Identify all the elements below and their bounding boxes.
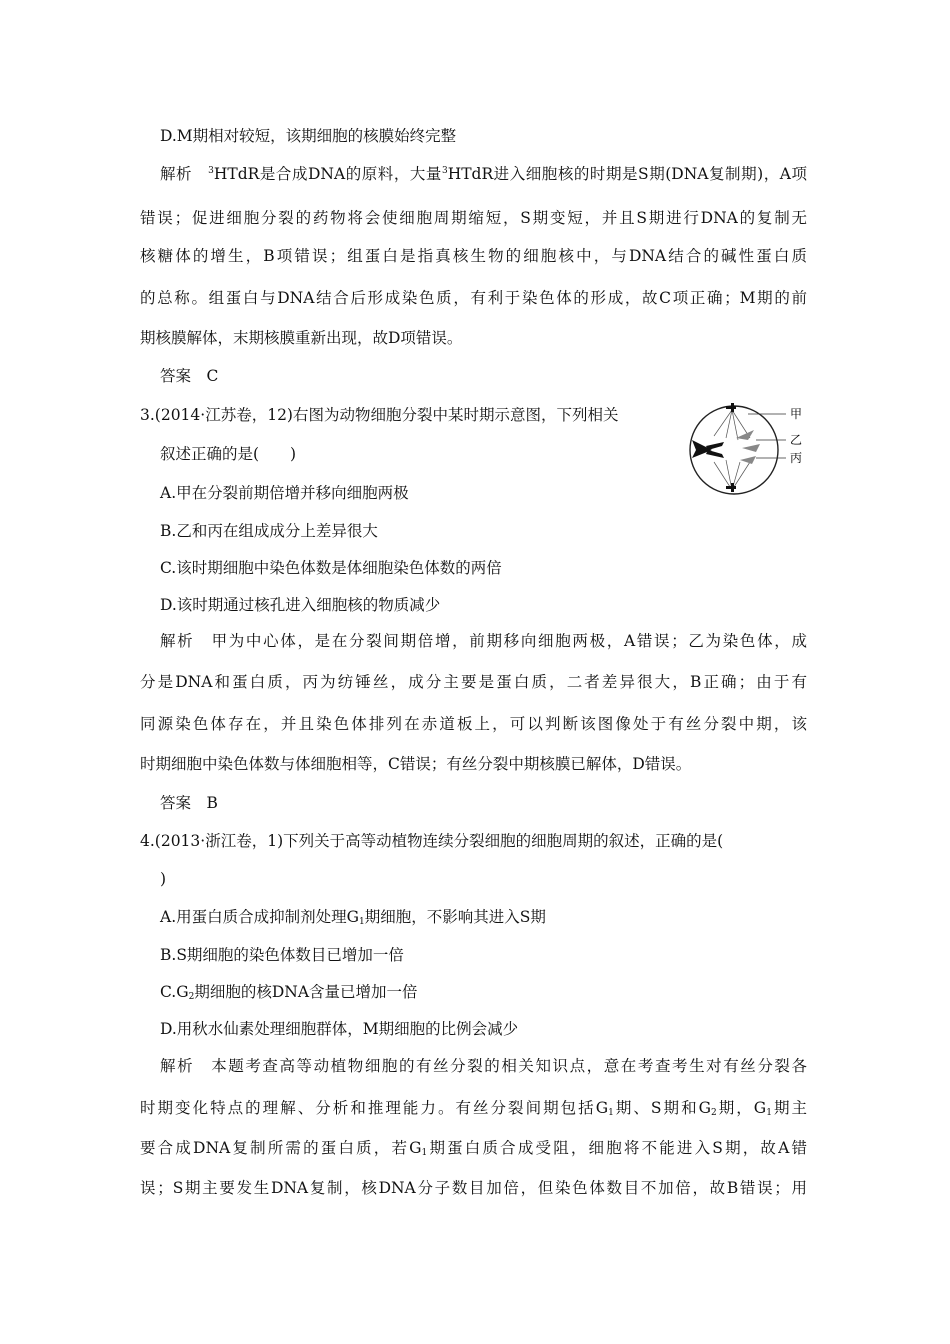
cell-division-figure bbox=[686, 400, 806, 500]
q2-option-d: D.M期相对较短，该期细胞的核膜始终完整 bbox=[160, 127, 457, 145]
q3-option-d: D.该时期通过核孔进入细胞核的物质减少 bbox=[160, 596, 441, 614]
cell-division-diagram bbox=[686, 400, 806, 500]
label-jia: 甲 bbox=[790, 407, 803, 421]
q4-analysis-line-1: 解析 本题考查高等动植物细胞的有丝分裂的相关知识点，意在考查考生对有丝分裂各 bbox=[160, 1057, 807, 1075]
label-bing: 丙 bbox=[790, 451, 803, 465]
q4-option-d: D.用秋水仙素处理细胞群体，M期细胞的比例会减少 bbox=[160, 1020, 519, 1038]
chromosome-grey bbox=[736, 430, 760, 464]
centriole-bottom bbox=[726, 483, 736, 492]
q2-analysis-line-3: 核糖体的增生，B项错误；组蛋白是指真核生物的细胞核中，与DNA结合的碱性蛋白质 bbox=[140, 247, 807, 265]
q3-analysis-line-1: 解析 甲为中心体，是在分裂间期倍增，前期移向细胞两极，A错误；乙为染色体，成 bbox=[160, 632, 807, 650]
chromosome-black bbox=[692, 440, 724, 458]
q4-option-c: $C.G_2$期细胞的核DNA含量已增加一倍 bbox=[160, 983, 418, 1002]
q2-analysis-line-5: 期核膜解体，末期核膜重新出现，故D项错误。 bbox=[140, 329, 463, 347]
analysis-label: 解析 bbox=[160, 165, 193, 183]
q3-analysis-line-3: 同源染色体存在，并且染色体排列在赤道板上，可以判断该图像处于有丝分裂中期，该 bbox=[140, 715, 807, 733]
q4-stem-line-1: 4.(2013·浙江卷，1)下列关于高等动植物连续分裂细胞的细胞周期的叙述，正确的是( bbox=[140, 832, 724, 850]
q3-analysis-line-4: 时期细胞中染色体数与体细胞相等，C错误；有丝分裂中期核膜已解体，D错误。 bbox=[140, 755, 692, 773]
q4-stem-line-2: ) bbox=[160, 870, 167, 888]
analysis-label: 解析 bbox=[160, 1057, 195, 1075]
q3-stem-line-1: 3.(2014·江苏卷，12)右图为动物细胞分裂中某时期示意图，下列相关 bbox=[140, 406, 619, 424]
q2-answer: 答案 C bbox=[160, 367, 219, 385]
analysis-label: 解析 bbox=[160, 632, 195, 650]
q4-analysis-line-2: 时期变化特点的理解、分析和推理能力。有丝分裂间期包括$G_1$期、S期和$G_2$期，$G_1$期主 bbox=[140, 1099, 807, 1118]
q4-option-b: B.S期细胞的染色体数目已增加一倍 bbox=[160, 946, 404, 964]
q4-option-a: A.用蛋白质合成抑制剂处理$G_1$期细胞，不影响其进入S期 bbox=[160, 908, 546, 927]
q3-option-a: A.甲在分裂前期倍增并移向细胞两极 bbox=[160, 484, 409, 502]
q3-answer: 答案 B bbox=[160, 794, 218, 812]
q3-analysis-line-2: 分是DNA和蛋白质，丙为纺锤丝，成分主要是蛋白质，二者差异很大，B正确；由于有 bbox=[140, 673, 807, 691]
label-yi: 乙 bbox=[790, 433, 803, 447]
centriole-top bbox=[726, 403, 736, 412]
q3-option-b: B.乙和丙在组成成分上差异很大 bbox=[160, 522, 378, 540]
q2-analysis-line-4: 的总称。组蛋白与DNA结合后形成染色质，有利于染色体的形成，故C项正确；M期的前 bbox=[140, 289, 807, 307]
q4-analysis-line-4: 误；S期主要发生DNA复制，核DNA分子数目加倍，但染色体数目不加倍，故B错误；用 bbox=[140, 1179, 807, 1197]
q3-stem-line-2: 叙述正确的是( ) bbox=[160, 445, 297, 463]
q2-analysis-line-1: 解析 $^3$HTdR是合成DNA的原料，大量$^3$HTdR进入细胞核的时期是S期(DNA复制期)，A项 bbox=[160, 165, 807, 183]
q4-analysis-line-3: 要合成DNA复制所需的蛋白质，若$G_1$期蛋白质合成受阻，细胞将不能进入S期，故A错 bbox=[140, 1139, 807, 1158]
q3-option-c: C.该时期细胞中染色体数是体细胞染色体数的两倍 bbox=[160, 559, 502, 577]
q2-analysis-line-2: 错误；促进细胞分裂的药物将会使细胞周期缩短，S期变短，并且S期进行DNA的复制无 bbox=[140, 209, 807, 227]
